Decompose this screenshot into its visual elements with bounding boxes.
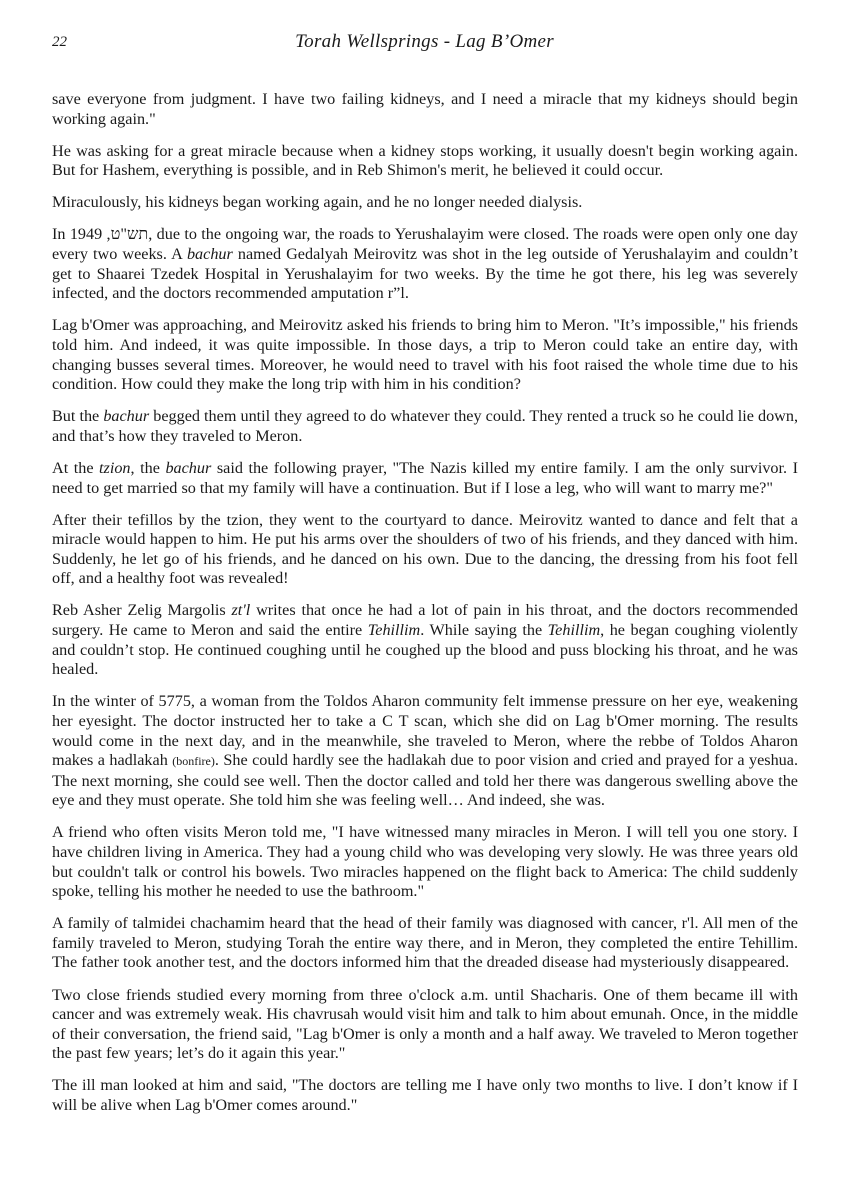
text-run: In 1949 ,תש"ט, due to the ongoing war, the roads to Yerushalayim were closed. The roads were open only one day every two weeks. A <box>52 225 799 264</box>
text-run: said the following prayer, "The Nazis killed my entire family. I am the only survivor. I need to get married so that my family will have a continuation. But if I lose a leg, who will want to marry me?" <box>52 458 798 497</box>
text-run: After their tefillos by the tzion, they went to the courtyard to dance. Meirovitz wanted to dance and felt that a miracle would happen to him. He put his arms over the shoulders of two of his friends, and they danced with him. Suddenly, he let go of his friends, and he danced on his own. Due to the dancing, the dressing from his foot fell off, and a healthy foot was revealed! <box>52 510 798 588</box>
text-run: A friend who often visits Meron told me, "I have witnessed many miracles in Meron. I will tell you one story. I have children living in America. They had a young child who was developing very slowly. He was three years old but couldn't talk or control his bowels. Two miracles happened on the flight back to America: The child suddenly spoke, telling his mother he needed to use the bathroom." <box>52 823 798 901</box>
paragraph <box>52 225 798 303</box>
paragraph <box>52 823 798 901</box>
paragraph <box>52 193 798 213</box>
text-run: . While saying the <box>420 621 548 640</box>
paragraph <box>52 986 798 1064</box>
italic-term: tzion <box>99 458 131 477</box>
text-run: writes that once he had a lot of pain in his throat, and the doctors recommended surgery. He came to Meron and said the entire <box>52 601 798 640</box>
paragraph <box>52 692 798 811</box>
italic-term: bachur <box>103 407 150 426</box>
paragraph <box>52 459 798 498</box>
text-run: In the winter of 5775, a woman from the Toldos Aharon community felt immense pressure on her eye, weakening her eyesight. The doctor instructed her to take a C T scan, which she did on Lag b'Omer morning. The results would come in the next day, and in the meanwhile, she traveled to Meron, where the rebbe of Toldos Aharon makes a hadlakah <box>52 692 798 770</box>
paragraph <box>52 511 798 589</box>
small-note: (bonfire) <box>172 754 215 769</box>
text-run: named Gedalyah Meirovitz was shot in the leg outside of Yerushalayim and couldn’t get to Shaarei Tzedek Hospital in Yerushalayim for two weeks. By the time he got there, his leg was severely infected, and the doctors recommended amputation r”l. <box>52 245 798 303</box>
text-run: . She could hardly see the hadlakah due to poor vision and cried and prayed for a yeshua. The next morning, she could see well. Then the doctor called and told her there was dangerous swelling above the eye and they must operate. She told him she was feeling well… And indeed, she was. <box>52 751 798 810</box>
body-text <box>52 90 798 1128</box>
paragraph <box>52 142 798 181</box>
text-run: begged them until they agreed to do whatever they could. They rented a truck so he could lie down, and that’s how they traveled to Meron. <box>52 407 798 445</box>
italic-term: Tehillim <box>547 621 601 640</box>
text-run: save everyone from judgment. I have two failing kidneys, and I need a miracle that my kidneys should begin working again." <box>52 90 798 128</box>
paragraph <box>52 90 798 129</box>
text-run: , he began coughing violently and couldn’t stop. He continued coughing until he coughed up the blood and puss blocking his throat, and he was healed. <box>52 621 798 679</box>
text-run: Reb Asher Zelig Margolis <box>52 601 232 620</box>
paragraph <box>52 914 798 973</box>
italic-term: Tehillim <box>367 621 421 640</box>
text-run: Two close friends studied every morning from three o'clock a.m. until Shacharis. One of them became ill with cancer and was extremely weak. His chavrusah would visit him and talk to him about emunah. Once, in the middle of their conversation, the friend said, "Lag b'Omer is only a month and a half away. We traveled to Meron together the past few years; let’s do it again this year." <box>52 985 798 1063</box>
page-header <box>0 31 849 58</box>
text-run: He was asking for a great miracle because when a kidney stops working, it usually doesn't begin working again. But for Hashem, everything is possible, and in Reb Shimon's merit, he believed it could occur. <box>52 141 798 180</box>
paragraph <box>52 1076 798 1115</box>
text-run: Miraculously, his kidneys began working again, and he no longer needed dialysis. <box>52 193 583 212</box>
running-title: Torah Wellsprings - Lag B’Omer <box>295 31 554 52</box>
italic-term: bachur <box>165 458 212 477</box>
text-run: At the <box>52 458 100 477</box>
paragraph <box>52 407 798 446</box>
text-run: But the <box>52 407 104 426</box>
italic-term: zt'l <box>231 601 251 620</box>
text-run: Lag b'Omer was approaching, and Meirovitz asked his friends to bring him to Meron. "It’s impossible," his friends told him. And indeed, it was quite impossible. In those days, a trip to Meron could take an entire day, with changing busses several times. Moreover, he would need to travel with his foot raised the whole time due to his condition. How could they make the long trip with him in his condition? <box>52 316 798 394</box>
text-run: , the <box>130 458 166 477</box>
paragraph <box>52 601 798 679</box>
page-number: 22 <box>52 34 67 50</box>
italic-term: bachur <box>186 245 233 264</box>
text-run: The ill man looked at him and said, "The doctors are telling me I have only two months to live. I don’t know if I will be alive when Lag b'Omer comes around." <box>52 1076 798 1115</box>
paragraph <box>52 316 798 394</box>
text-run: A family of talmidei chachamim heard that the head of their family was diagnosed with cancer, r'l. All men of the family traveled to Meron, studying Torah the entire way there, and in Meron, they completed the entire Tehillim. The father took another test, and the doctors informed him that the dreaded disease had mysteriously disappeared. <box>52 914 798 972</box>
